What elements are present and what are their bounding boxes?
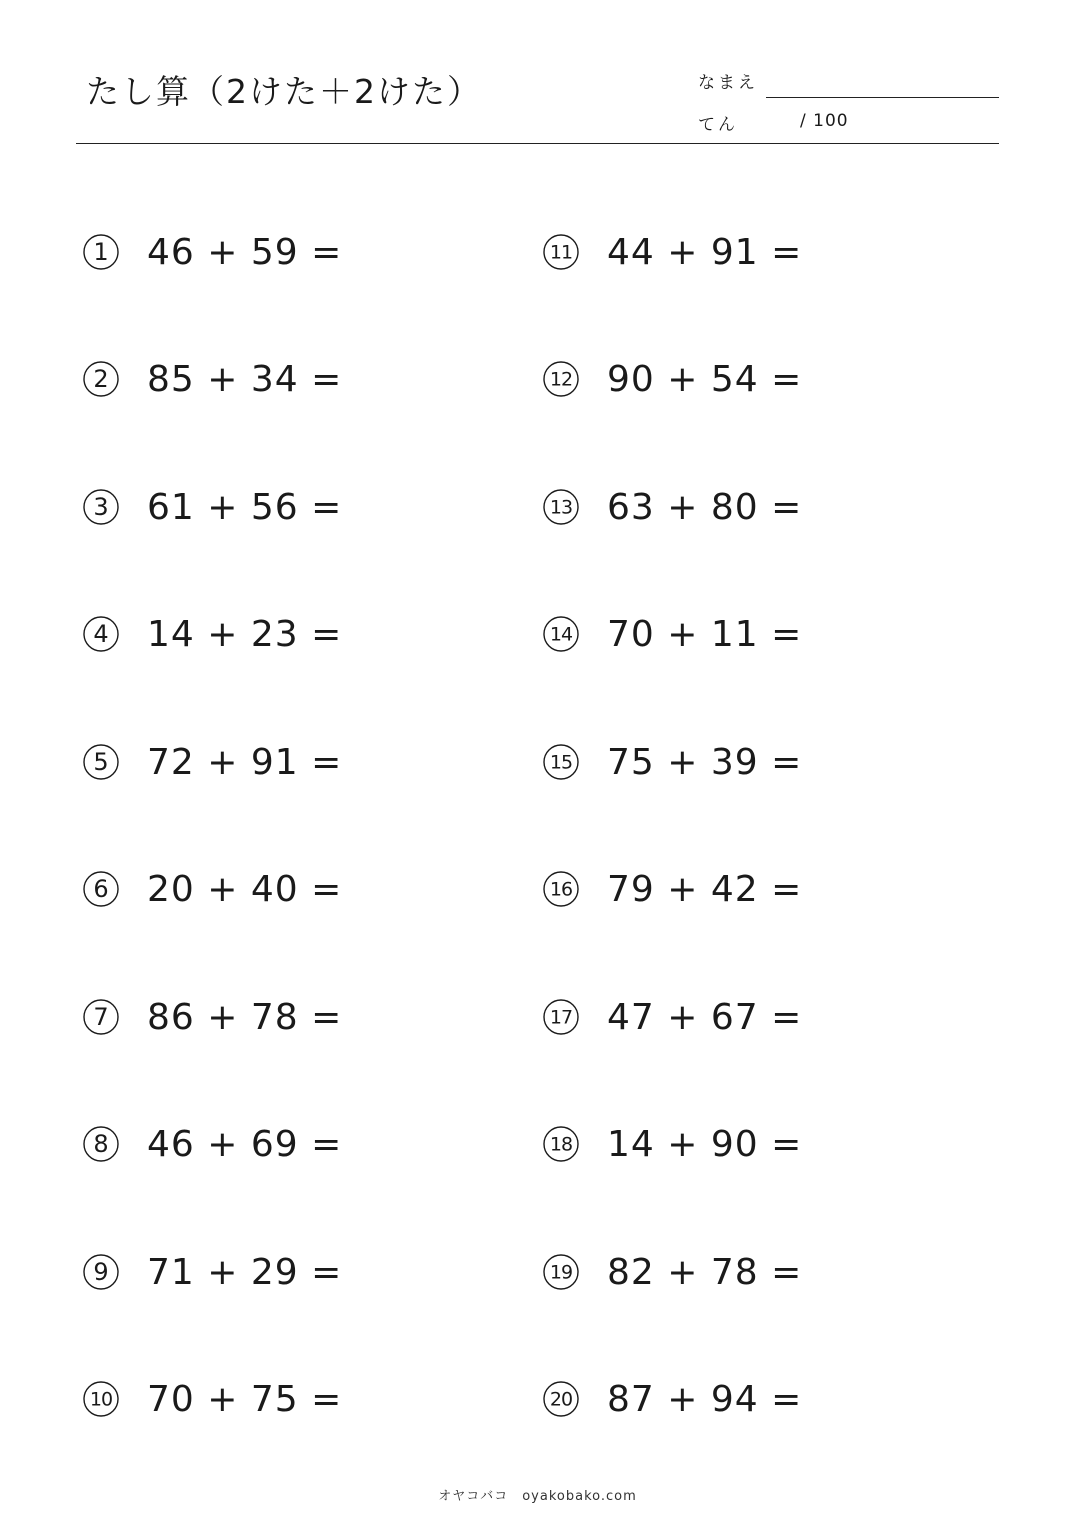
svg-text:14: 14 [549,623,573,646]
svg-text:17: 17 [549,1006,573,1029]
svg-text:12: 12 [549,368,573,391]
problem-number [82,488,120,526]
problem-item [542,487,802,527]
problem-number [82,360,120,398]
problem-number [542,870,580,908]
problem-expression: 20 + 40 = [147,868,343,910]
svg-text:4: 4 [93,620,109,648]
problem-expression: 46 + 59 = [147,231,343,273]
problem-item [542,869,802,909]
svg-text:5: 5 [93,748,109,776]
problem-item [542,232,802,272]
problem-item [542,359,802,399]
problem-expression: 75 + 39 = [607,741,803,783]
problem-expression: 44 + 91 = [607,231,803,273]
svg-text:15: 15 [549,751,573,774]
problem-item [82,742,342,782]
problem-number [542,233,580,271]
svg-text:3: 3 [93,493,109,521]
problem-number [82,1253,120,1291]
name-label: なまえ [698,73,758,93]
problem-item [82,359,342,399]
problem-expression: 46 + 69 = [147,1123,343,1165]
problem-expression: 90 + 54 = [607,358,803,400]
score-total: / 100 [800,111,849,131]
problem-expression: 70 + 75 = [147,1378,343,1420]
problem-number [542,1125,580,1163]
problem-number [542,998,580,1036]
problem-item [542,614,802,654]
problem-item [542,997,802,1037]
svg-text:7: 7 [93,1003,109,1031]
problem-number [542,1380,580,1418]
problem-item [82,869,342,909]
problem-number [542,360,580,398]
problem-item [82,1252,342,1292]
svg-text:11: 11 [549,241,573,264]
svg-text:20: 20 [549,1388,573,1411]
problem-expression: 82 + 78 = [607,1251,803,1293]
problem-expression: 14 + 23 = [147,613,343,655]
problem-item [542,1124,802,1164]
svg-text:19: 19 [549,1261,573,1284]
svg-text:10: 10 [89,1388,113,1411]
problem-number [82,233,120,271]
svg-text:6: 6 [93,875,109,903]
problem-number [542,1253,580,1291]
problem-number [542,743,580,781]
problem-expression: 86 + 78 = [147,996,343,1038]
problem-expression: 70 + 11 = [607,613,803,655]
problem-item [542,1379,802,1419]
svg-text:18: 18 [549,1133,573,1156]
svg-text:16: 16 [549,878,573,901]
problem-item [82,997,342,1037]
problem-number [542,615,580,653]
footer-credit: オヤコバコ oyakobako.com [438,1489,637,1504]
problem-number [82,870,120,908]
problem-expression: 63 + 80 = [607,486,803,528]
problem-item [82,1124,342,1164]
svg-text:2: 2 [93,365,109,393]
problem-item [82,1379,342,1419]
problem-item [82,232,342,272]
svg-text:13: 13 [549,496,573,519]
problem-number [82,1380,120,1418]
problem-expression: 72 + 91 = [147,741,343,783]
problem-expression: 61 + 56 = [147,486,343,528]
problem-item [542,742,802,782]
svg-text:8: 8 [93,1130,109,1158]
svg-text:9: 9 [93,1258,109,1286]
problem-item [542,1252,802,1292]
worksheet-title: たし算（2けた＋2けた） [86,72,482,111]
name-write-line [766,97,999,98]
problem-expression: 79 + 42 = [607,868,803,910]
problem-number [82,998,120,1036]
problem-number [82,615,120,653]
problem-expression: 85 + 34 = [147,358,343,400]
problem-number [82,743,120,781]
problem-item [82,614,342,654]
problem-item [82,487,342,527]
problem-number [82,1125,120,1163]
problem-expression: 14 + 90 = [607,1123,803,1165]
header-divider [76,143,999,144]
problem-expression: 71 + 29 = [147,1251,343,1293]
svg-text:1: 1 [93,238,109,266]
problem-expression: 47 + 67 = [607,996,803,1038]
score-label: てん [698,115,738,135]
problem-number [542,488,580,526]
problem-expression: 87 + 94 = [607,1378,803,1420]
